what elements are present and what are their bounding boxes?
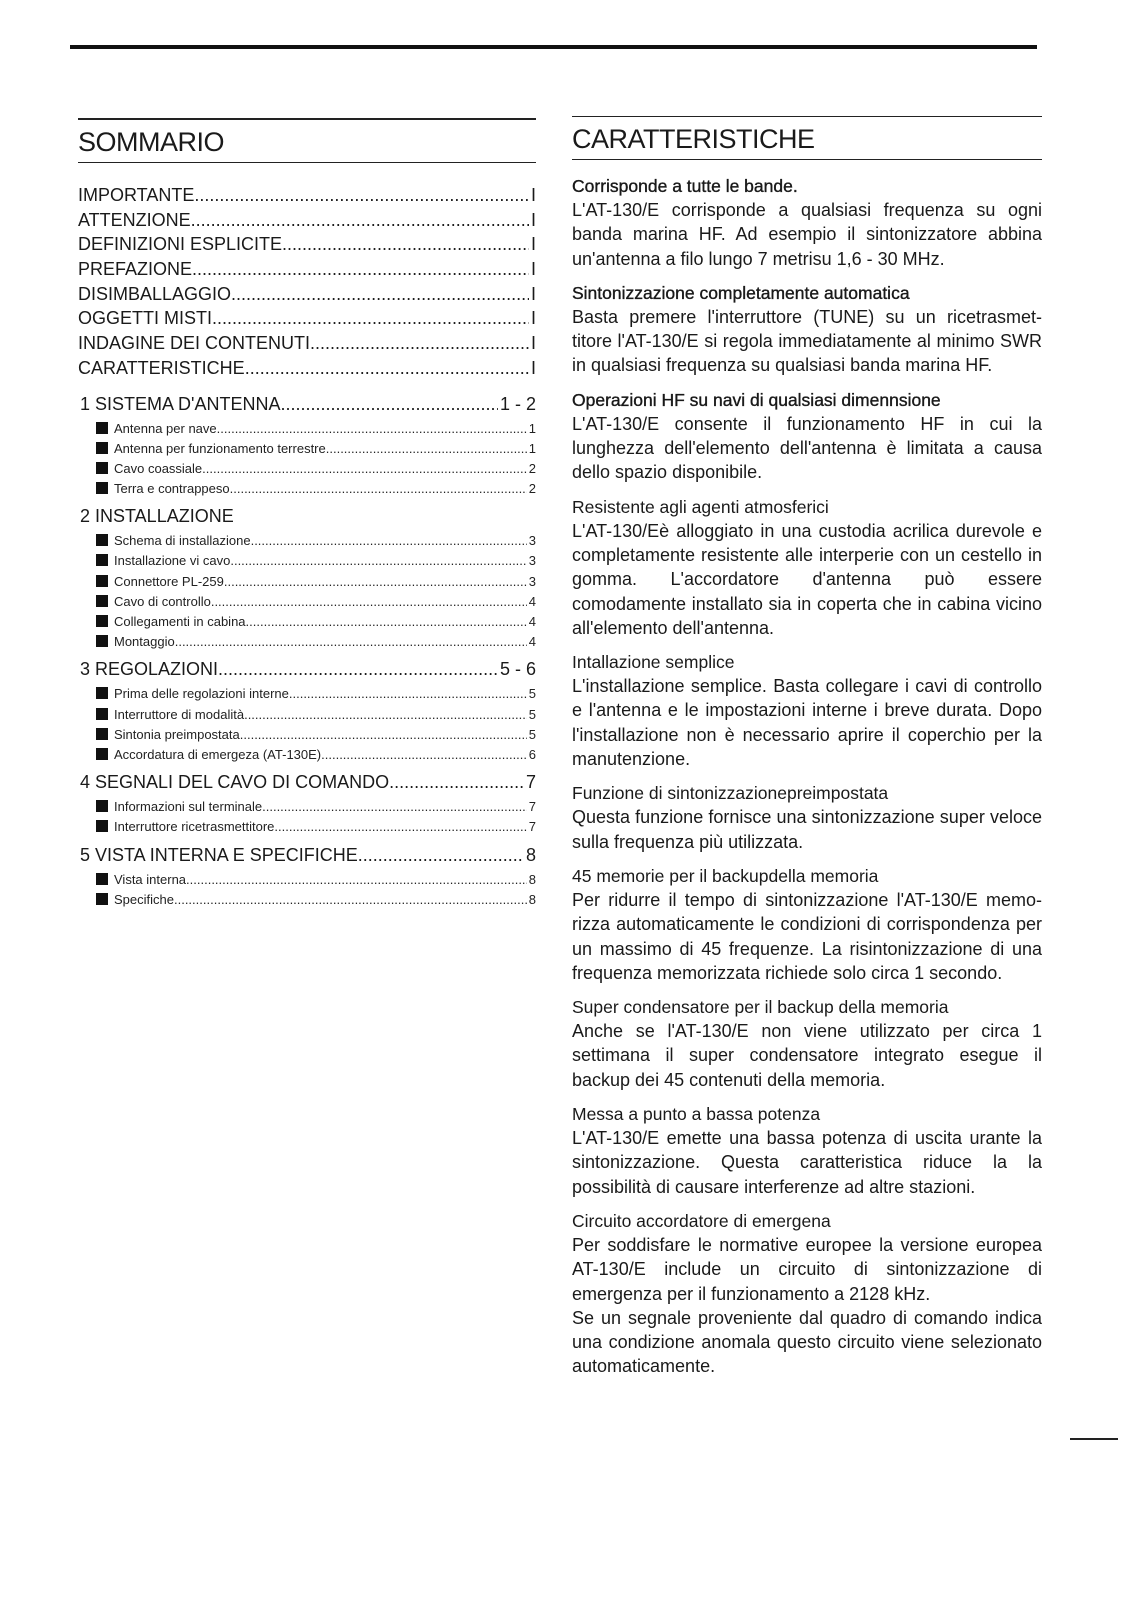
toc-sublist bbox=[96, 797, 536, 837]
toc-column bbox=[78, 118, 536, 914]
features-column bbox=[572, 116, 1042, 1389]
feature-text: L'AT-130/E corrisponde a qualsiasi frequenza su ogni banda marina HF. Ad esempio il sintonizzatore abbina un'antenna a filo lungo 7 metrisu 1,6 - 30 MHz. bbox=[572, 200, 1042, 269]
toc-chapter-entry[interactable]: 5 VISTA INTERNA E SPECIFICHE ..... 8 bbox=[78, 842, 536, 868]
feature-block bbox=[572, 995, 1042, 1092]
toc-subentry[interactable]: Accordatura di emergeza (AT-130E) ..... 6 bbox=[96, 745, 536, 765]
feature-text: L'installazione semplice. Basta collegare i cavi di controllo e l'antenna e le impostazioni interne i breve durata. Dopo l'installazione non è necessario aprire il coperchio per la manutenzione. bbox=[572, 676, 1042, 770]
square-bullet-icon bbox=[96, 800, 108, 812]
feature-text: Per ridurre il tempo di sintonizzazione l'AT-130/E memo- rizza automaticamente le condizioni di corrispondenza per un massimo di 45 frequenze. La risintonizzazione di una frequenza memorizzata richiede solo circa 1 secondo. bbox=[572, 889, 1042, 983]
toc-entry[interactable]: DISIMBALLAGGIO ..... I bbox=[78, 282, 536, 307]
square-bullet-icon bbox=[96, 820, 108, 832]
feature-text: Se un segnale proveniente dal quadro di comando indica una condizione anomala questo circuito viene selezionato automaticamente. bbox=[572, 1307, 1042, 1377]
toc-title: SOMMARIO bbox=[78, 127, 225, 157]
toc-entry[interactable]: CARATTERISTICHE ..... I bbox=[78, 356, 536, 381]
toc-entry[interactable]: INDAGINE DEI CONTENUTI ..... I bbox=[78, 331, 536, 356]
square-bullet-icon bbox=[96, 708, 108, 720]
feature-heading: Intallazione semplice bbox=[572, 652, 735, 673]
feature-heading: Circuito accordatore di emergena bbox=[572, 1210, 831, 1231]
square-bullet-icon bbox=[96, 422, 108, 434]
square-bullet-icon bbox=[96, 462, 108, 474]
square-bullet-icon bbox=[96, 748, 108, 760]
toc-entry[interactable]: OGGETTI MISTI ..... I bbox=[78, 306, 536, 331]
toc-entry[interactable]: IMPORTANTE ..... I bbox=[78, 183, 536, 208]
toc-subentry[interactable]: Informazioni sul terminale ..... 7 bbox=[96, 797, 536, 817]
toc-subentry[interactable]: Vista interna ..... 8 bbox=[96, 870, 536, 890]
top-rule bbox=[70, 45, 1037, 49]
square-bullet-icon bbox=[96, 687, 108, 699]
toc-subentry[interactable]: Collegamenti in cabina ..... 4 bbox=[96, 612, 536, 632]
feature-heading: Messa a punto a bassa potenza bbox=[572, 1104, 821, 1125]
square-bullet-icon bbox=[96, 595, 108, 607]
toc-title-bar bbox=[78, 118, 536, 163]
square-bullet-icon bbox=[96, 635, 108, 647]
toc-chapter-4 bbox=[78, 769, 536, 837]
toc-sublist bbox=[96, 684, 536, 765]
toc-chapter-entry[interactable]: 1 SISTEMA D'ANTENNA ..... 1 - 2 bbox=[78, 391, 536, 417]
feature-text: Per soddisfare le normative europee la versione europea AT-130/E include un circuito di sintonizzazione di emergenza per il funzionamento a 2128 kHz. bbox=[572, 1234, 1042, 1304]
feature-block bbox=[572, 650, 1042, 771]
feature-heading: 45 memorie per il backupdella memoria bbox=[572, 865, 879, 886]
toc-subentry[interactable]: Antenna per nave ..... 1 bbox=[96, 419, 536, 439]
toc-chapter-1 bbox=[78, 391, 536, 500]
square-bullet-icon bbox=[96, 873, 108, 885]
feature-heading: Operazioni HF su navi di qualsiasi dimennsione bbox=[572, 389, 941, 410]
toc-sublist bbox=[96, 419, 536, 500]
feature-block bbox=[572, 281, 1042, 378]
toc-entry[interactable]: ATTENZIONE ..... I bbox=[78, 208, 536, 233]
feature-text: Basta premere l'interruttore (TUNE) su un ricetrasmet- titore l'AT-130/E si regola immediatamente al minimo SWR in qualsiasi frequenza su qualsiasi banda marina HF. bbox=[572, 306, 1042, 376]
toc-chapter-2 bbox=[78, 503, 536, 652]
square-bullet-icon bbox=[96, 534, 108, 546]
toc-sublist bbox=[96, 870, 536, 910]
feature-block bbox=[572, 1102, 1042, 1199]
square-bullet-icon bbox=[96, 554, 108, 566]
feature-block bbox=[572, 388, 1042, 485]
square-bullet-icon bbox=[96, 575, 108, 587]
feature-heading: Resistente agli agenti atmosferici bbox=[572, 496, 829, 517]
toc-subentry[interactable]: Antenna per funzionamento terrestre ..... 1 bbox=[96, 439, 536, 459]
feature-block bbox=[572, 864, 1042, 985]
toc-subentry[interactable]: Interruttore di modalità ..... 5 bbox=[96, 705, 536, 725]
toc-chapter-entry[interactable]: 2 INSTALLAZIONE bbox=[80, 506, 234, 527]
features-title: CARATTERISTICHE bbox=[572, 124, 815, 154]
toc-entry[interactable]: PREFAZIONE ..... I bbox=[78, 257, 536, 282]
square-bullet-icon bbox=[96, 728, 108, 740]
feature-block bbox=[572, 174, 1042, 271]
feature-text: L'AT-130/E consente il funzionamento HF in cui la lunghezza dell'elemento dell'antenna è limitata a causa dello spazio disponibile. bbox=[572, 413, 1042, 483]
feature-block bbox=[572, 781, 1042, 854]
toc-subentry[interactable]: Installazione vi cavo ..... 3 bbox=[96, 551, 536, 571]
square-bullet-icon bbox=[96, 893, 108, 905]
toc-subentry[interactable]: Connettore PL-259 ..... 3 bbox=[96, 572, 536, 592]
toc-subentry[interactable]: Prima delle regolazioni interne ..... 5 bbox=[96, 684, 536, 704]
feature-block bbox=[572, 495, 1042, 640]
toc-subentry[interactable]: Terra e contrappeso ..... 2 bbox=[96, 479, 536, 499]
square-bullet-icon bbox=[96, 615, 108, 627]
page-corner-rule bbox=[1070, 1438, 1118, 1440]
feature-text: Questa funzione fornisce una sintonizzazione super veloce sulla frequenza più utilizzata. bbox=[572, 807, 1042, 852]
toc-subentry[interactable]: Sintonia preimpostata ..... 5 bbox=[96, 725, 536, 745]
feature-heading: Funzione di sintonizzazionepreimpostata bbox=[572, 783, 889, 804]
toc-subentry[interactable]: Montaggio ..... 4 bbox=[96, 632, 536, 652]
square-bullet-icon bbox=[96, 482, 108, 494]
toc-subentry[interactable]: Cavo coassiale ..... 2 bbox=[96, 459, 536, 479]
toc-chapter-entry[interactable]: 3 REGOLAZIONI ..... 5 - 6 bbox=[78, 656, 536, 682]
feature-text: L'AT-130/E emette una bassa potenza di uscita urante la sintonizzazione. Questa caratteristica riduce la la possibilità di causare interferenze ad altre stazioni. bbox=[572, 1128, 1042, 1197]
feature-text: Anche se l'AT-130/E non viene utilizzato per circa 1 settimana il super condensatore integrato esegue il backup dei 45 contenuti della memoria. bbox=[572, 1021, 1042, 1090]
toc-chapter-3 bbox=[78, 656, 536, 765]
features-list bbox=[572, 174, 1042, 1379]
feature-heading: Super condensatore per il backup della memoria bbox=[572, 997, 949, 1018]
features-title-bar bbox=[572, 116, 1042, 160]
toc-entry[interactable]: DEFINIZIONI ESPLICITE ..... I bbox=[78, 232, 536, 257]
toc-subentry[interactable]: Interruttore ricetrasmettitore ..... 7 bbox=[96, 817, 536, 837]
feature-heading: Corrisponde a tutte le bande. bbox=[572, 176, 798, 196]
feature-text: L'AT-130/Eè alloggiato in una custodia acrilica durevole e completamente resistente alle interperie con un cestello in gomma. L'accordatore d'antenna può essere comodamente installato sia in coperta che in cabina vicino all'elemento dell'antenna. bbox=[572, 520, 1042, 638]
toc-sublist bbox=[96, 531, 536, 652]
square-bullet-icon bbox=[96, 442, 108, 454]
toc-top-list bbox=[78, 183, 536, 381]
toc-subentry[interactable]: Cavo di controllo ..... 4 bbox=[96, 592, 536, 612]
toc-subentry[interactable]: Specifiche ..... 8 bbox=[96, 890, 536, 910]
feature-heading: Sintonizzazione completamente automatica bbox=[572, 282, 910, 303]
toc-subentry[interactable]: Schema di installazione ..... 3 bbox=[96, 531, 536, 551]
feature-block bbox=[572, 1209, 1042, 1379]
toc-chapter-5 bbox=[78, 842, 536, 910]
toc-chapter-entry[interactable]: 4 SEGNALI DEL CAVO DI COMANDO ..... 7 bbox=[78, 769, 536, 795]
